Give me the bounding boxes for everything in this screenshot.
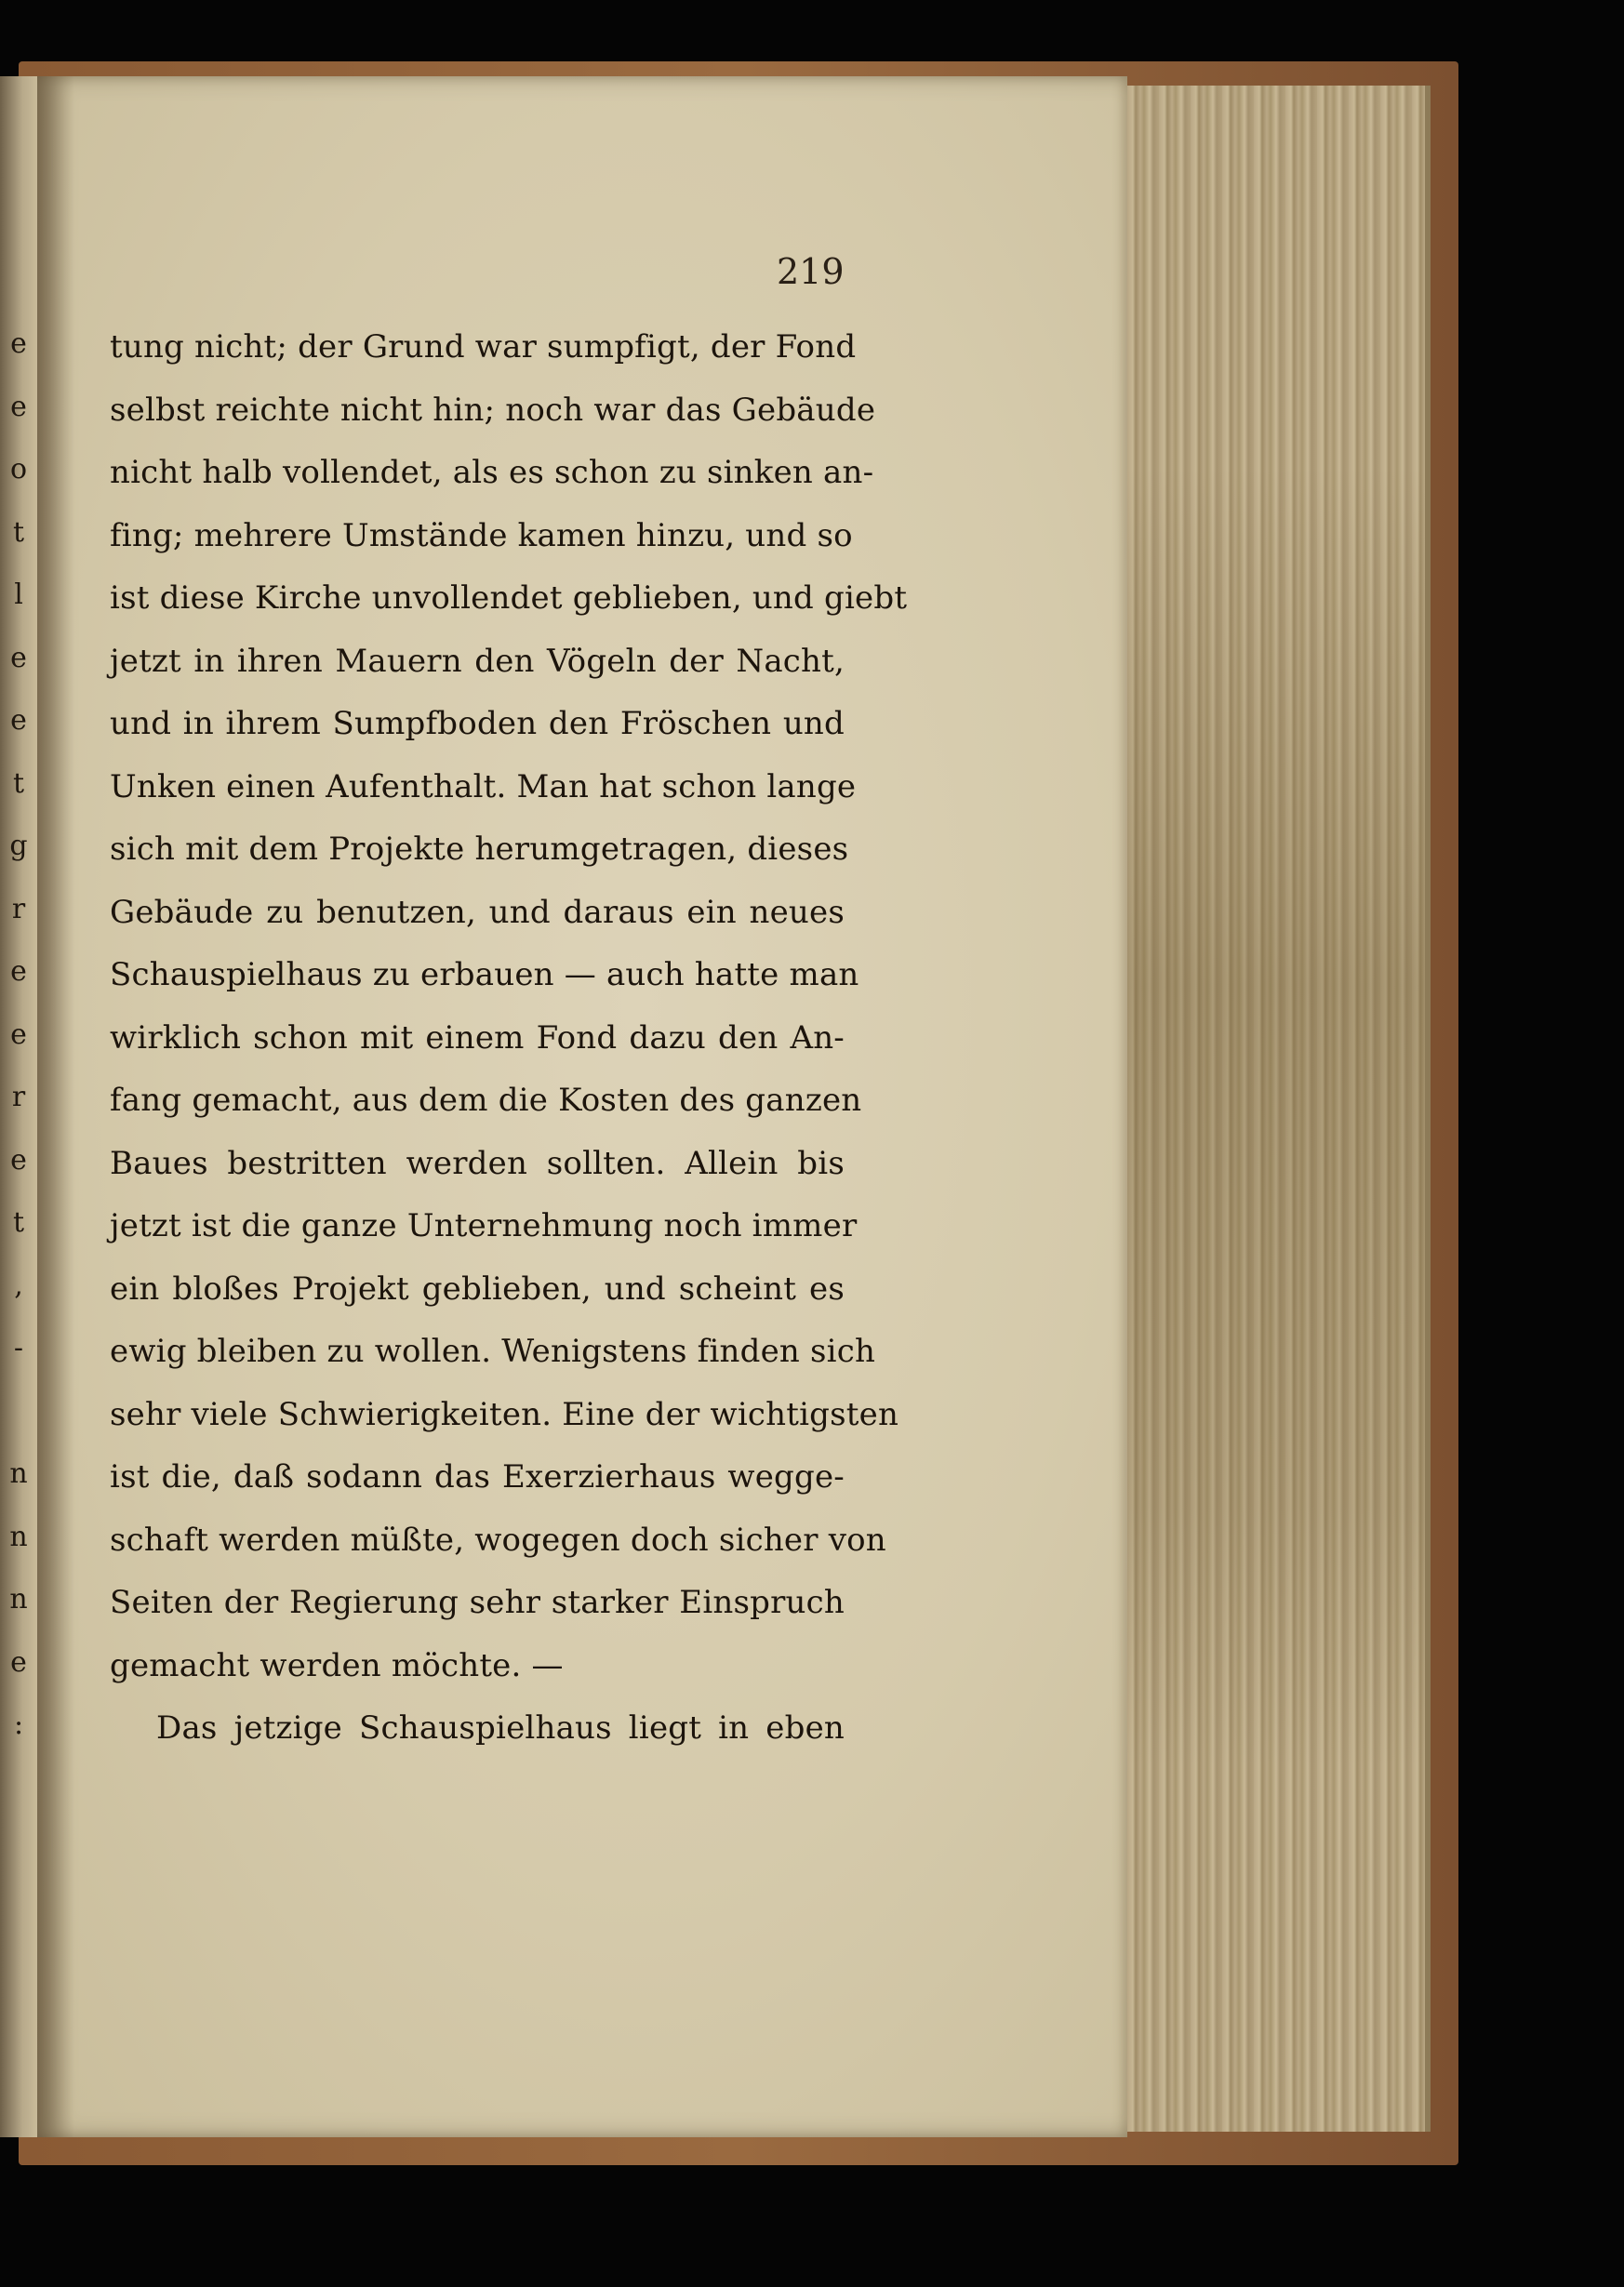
text-line: ewig bleiben zu wollen. Wenigstens finden sich	[110, 1333, 876, 1370]
left-page-edge	[0, 76, 37, 2137]
text-line: Unken einen Aufenthalt. Man hat schon lange	[110, 767, 857, 805]
left-edge-char: n	[9, 1457, 28, 1490]
text-line: ist die, daß sodann das Exerzierhaus wegge-	[110, 1458, 845, 1496]
left-edge-char: l	[14, 578, 23, 611]
left-edge-char: g	[9, 830, 28, 862]
left-edge-char: e	[10, 1018, 27, 1051]
gutter-shadow	[37, 76, 74, 2137]
left-edge-char: e	[10, 642, 27, 674]
left-edge-char: -	[13, 1332, 24, 1364]
text-line: gemacht werden möchte. —	[110, 1646, 564, 1684]
left-edge-char: ,	[14, 1270, 23, 1302]
left-edge-char: e	[10, 327, 27, 360]
left-edge-char: t	[12, 767, 25, 800]
left-edge-char: t	[12, 1206, 25, 1239]
text-line: wirklich schon mit einem Fond dazu den An-	[110, 1018, 845, 1057]
left-edge-char: e	[10, 1646, 27, 1679]
page-number: 219	[777, 251, 845, 292]
text-line: jetzt ist die ganze Unternehmung noch immer	[110, 1207, 858, 1244]
left-edge-char: n	[9, 1521, 28, 1553]
text-line: jetzt in ihren Mauern den Vögeln der Nacht,	[110, 642, 845, 680]
left-edge-char: e	[10, 1144, 27, 1177]
text-line: sich mit dem Projekte herumgetragen, dieses	[110, 831, 849, 868]
left-edge-char: n	[9, 1583, 28, 1616]
text-line: ist diese Kirche unvollendet geblieben, und giebt	[110, 579, 908, 617]
left-edge-char: e	[10, 955, 27, 988]
text-line: fing; mehrere Umstände kamen hinzu, und so	[110, 516, 853, 554]
text-line: fang gemacht, aus dem die Kosten des ganzen	[110, 1082, 862, 1119]
text-line: Gebäude zu benutzen, und daraus ein neues	[110, 893, 845, 931]
text-line: Das jetzige Schauspielhaus liegt in eben	[156, 1709, 845, 1747]
left-edge-char: r	[11, 893, 26, 925]
text-line: und in ihrem Sumpfboden den Fröschen und	[110, 705, 845, 742]
text-line: nicht halb vollendet, als es schon zu sinken an-	[110, 454, 874, 491]
text-line: Baues bestritten werden sollten. Allein bis	[110, 1144, 845, 1182]
left-edge-char: r	[11, 1081, 26, 1113]
text-line: tung nicht; der Grund war sumpfigt, der Fond	[110, 328, 857, 366]
text-line: sehr viele Schwierigkeiten. Eine der wichtigsten	[110, 1395, 899, 1433]
left-edge-char: :	[13, 1709, 24, 1741]
fore-edge-stain	[1127, 465, 1425, 1767]
text-line: ein bloßes Projekt geblieben, und scheint es	[110, 1270, 845, 1308]
left-edge-char: o	[9, 453, 28, 485]
left-edge-char: e	[10, 704, 27, 737]
body-text	[110, 316, 908, 1761]
left-edge-char: t	[12, 516, 25, 549]
text-line: Schauspielhaus zu erbauen — auch hatte man	[110, 956, 859, 993]
text-line: schaft werden müßte, wogegen doch sicher von	[110, 1521, 886, 1559]
text-line: Seiten der Regierung sehr starker Einspruch	[110, 1584, 845, 1621]
left-edge-char: e	[10, 391, 27, 423]
text-line: selbst reichte nicht hin; noch war das Gebäude	[110, 391, 876, 429]
